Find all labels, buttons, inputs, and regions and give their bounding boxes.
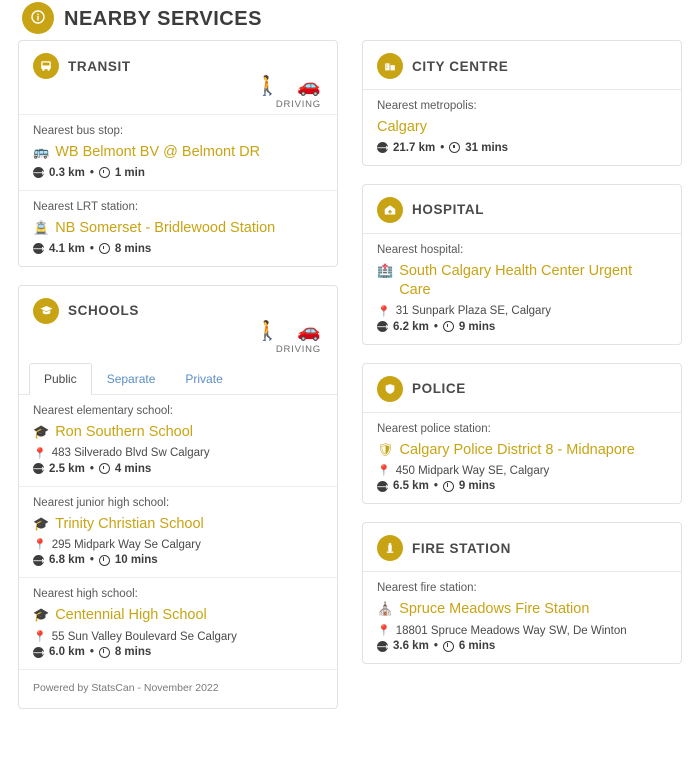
metric-separator: •: [433, 480, 438, 493]
distance-icon: ⟶: [377, 143, 389, 153]
entry-metrics: [33, 243, 323, 255]
shield-icon: [377, 376, 403, 402]
tab-private[interactable]: Private: [185, 371, 223, 386]
metric-separator: •: [440, 141, 445, 154]
entry-time: 4 mins: [114, 462, 152, 475]
entry-name-text[interactable]: Ron Southern School: [55, 423, 194, 440]
page-title: NEARBY SERVICES: [64, 7, 262, 30]
entry-time: 9 mins: [458, 320, 496, 333]
entry-metrics: [33, 167, 323, 179]
transit-mode-label: DRIVING: [275, 99, 321, 110]
metric-separator: •: [89, 646, 94, 659]
schools-entry-high-school: [19, 577, 337, 669]
entry-time: 8 mins: [114, 242, 152, 255]
entry-label: Nearest bus stop:: [33, 125, 124, 137]
entry-name-text[interactable]: NB Somerset - Bridlewood Station: [55, 219, 276, 236]
clock-icon: [449, 142, 460, 153]
entry-address: [377, 624, 667, 637]
graduation-cap-icon: 🎓: [33, 607, 50, 623]
metric-separator: •: [89, 166, 94, 179]
tab-separate[interactable]: Separate: [106, 371, 156, 386]
left-column: [18, 40, 338, 727]
transit-entry-bus-stop: [19, 114, 337, 190]
entry-label: Nearest fire station:: [377, 582, 477, 595]
entry-label: Nearest high school:: [33, 588, 138, 601]
entry-time: 6 mins: [458, 640, 496, 653]
clock-icon: [99, 647, 110, 658]
entry-time: 8 mins: [114, 646, 152, 659]
schools-mode-toggle[interactable]: [19, 322, 337, 344]
entry-address: [377, 305, 667, 318]
entry-label: Nearest LRT station:: [33, 200, 139, 213]
police-card: [362, 363, 682, 505]
clock-icon: [99, 167, 110, 178]
walking-mode-icon[interactable]: 🚶: [255, 76, 280, 97]
entry-label: Nearest elementary school:: [33, 404, 173, 417]
entry-metrics: [377, 142, 667, 154]
map-pin-icon: 📍: [377, 625, 391, 638]
schools-card: [18, 285, 338, 710]
fire-station-entry: [363, 572, 681, 663]
entry-metrics: [33, 463, 323, 475]
bus-icon: 🚌: [33, 144, 50, 159]
entry-name-text[interactable]: WB Belmont BV @ Belmont DR: [55, 144, 261, 160]
entry-distance: 6.2 km: [393, 320, 429, 333]
entry-name[interactable]: [33, 143, 323, 162]
map-pin-icon: 📍: [33, 447, 47, 460]
clock-icon: [443, 641, 454, 652]
distance-icon: ⟶: [377, 641, 389, 651]
entry-distance: 21.7 km: [393, 141, 436, 154]
content-columns: [0, 40, 696, 727]
entry-metrics: [33, 554, 323, 566]
metric-separator: •: [433, 320, 438, 333]
clock-icon: [443, 321, 454, 332]
graduation-cap-icon: 🎓: [33, 515, 50, 531]
entry-metrics: [377, 640, 667, 652]
entry-address: [33, 538, 323, 551]
entry-metrics: [377, 480, 667, 492]
entry-time: 1 min: [114, 166, 145, 179]
page-header: [0, 0, 696, 40]
entry-name[interactable]: [33, 219, 323, 238]
entry-name-text[interactable]: Calgary: [377, 119, 427, 135]
entry-metrics: [33, 646, 323, 658]
entry-address-text: 55 Sun Valley Boulevard Se Calgary: [51, 630, 237, 643]
metric-separator: •: [89, 554, 94, 567]
entry-label: Nearest junior high school:: [33, 496, 170, 509]
clock-icon: [99, 555, 110, 566]
bus-icon: [33, 53, 59, 79]
city-centre-entry: [363, 90, 681, 165]
police-card-header: [363, 364, 681, 412]
city-centre-card-header: [363, 41, 681, 89]
entry-distance: 6.0 km: [49, 646, 85, 659]
entry-distance: 6.5 km: [393, 480, 429, 493]
distance-icon: ⟶: [33, 647, 45, 657]
transit-card-title: TRANSIT: [68, 58, 131, 74]
schools-card-title: SCHOOLS: [68, 303, 139, 319]
entry-distance: 6.8 km: [49, 554, 85, 567]
entry-name[interactable]: [33, 515, 323, 534]
entry-name-text[interactable]: Calgary Police District 8 - Midnapore: [399, 441, 635, 458]
driving-mode-icon[interactable]: 🚗: [297, 76, 321, 97]
entry-name-text[interactable]: South Calgary Health Center Urgent Care: [399, 262, 633, 298]
transit-entry-lrt-station: [19, 190, 337, 266]
entry-time: 9 mins: [458, 480, 496, 493]
distance-icon: ⟶: [33, 168, 45, 178]
entry-metrics: [377, 321, 667, 333]
police-entry: [363, 413, 681, 504]
entry-distance: 3.6 km: [393, 640, 429, 653]
tab-public[interactable]: Public: [29, 363, 92, 395]
hospital-icon: 🏥: [377, 262, 394, 278]
entry-label: Nearest police station:: [377, 422, 491, 435]
fire-station-card-title: FIRE STATION: [412, 540, 511, 556]
clock-icon: [99, 243, 110, 254]
entry-address-text: 18801 Spruce Meadows Way SW, De Winton: [395, 624, 627, 637]
fire-station-card-header: [363, 523, 681, 571]
transit-card: [18, 40, 338, 267]
entry-name-text[interactable]: Trinity Christian School: [55, 515, 204, 532]
city-centre-card: [362, 40, 682, 166]
police-card-title: POLICE: [412, 381, 466, 397]
map-pin-icon: 📍: [33, 631, 47, 644]
entry-address-text: 31 Sunpark Plaza SE, Calgary: [395, 305, 552, 318]
distance-icon: ⟶: [377, 322, 389, 332]
info-pin-icon: [22, 2, 54, 34]
walking-mode-icon[interactable]: 🚶: [255, 320, 280, 342]
schools-entry-elementary: [19, 395, 337, 486]
right-column: [362, 40, 682, 682]
entry-distance: 4.1 km: [49, 242, 85, 255]
entry-distance: 0.3 km: [49, 166, 85, 179]
entry-time: 31 mins: [465, 141, 509, 154]
map-pin-icon: 📍: [33, 539, 47, 552]
clock-icon: [443, 481, 454, 492]
city-icon: [377, 53, 403, 79]
entry-name[interactable]: [33, 423, 323, 442]
hospital-card-header: [363, 185, 681, 233]
entry-name[interactable]: [377, 600, 667, 619]
entry-label: Nearest metropolis:: [377, 100, 477, 112]
fire-hydrant-icon: ⛪: [377, 601, 394, 617]
fire-hydrant-icon: [377, 535, 403, 561]
distance-icon: ⟶: [33, 244, 45, 254]
entry-name-text[interactable]: Centennial High School: [55, 607, 207, 624]
train-icon: 🚊: [33, 219, 50, 235]
hospital-card-title: HOSPITAL: [412, 202, 485, 218]
entry-name[interactable]: [377, 118, 667, 137]
entry-address-text: 450 Midpark Way SE, Calgary: [395, 464, 550, 477]
metric-separator: •: [89, 242, 94, 255]
entry-name-text[interactable]: Spruce Meadows Fire Station: [399, 601, 590, 618]
entry-name[interactable]: [377, 262, 667, 300]
map-pin-icon: 📍: [377, 305, 391, 318]
shield-icon: 🛡: [377, 441, 394, 457]
distance-icon: ⟶: [33, 464, 45, 474]
entry-time: 10 mins: [114, 554, 158, 567]
entry-address-text: 295 Midpark Way Se Calgary: [51, 538, 201, 551]
city-centre-card-title: CITY CENTRE: [412, 58, 509, 74]
entry-address: [33, 630, 323, 643]
entry-label: Nearest hospital:: [377, 243, 464, 256]
entry-name[interactable]: [33, 606, 323, 625]
driving-mode-icon[interactable]: 🚗: [297, 320, 321, 342]
map-pin-icon: 📍: [377, 465, 391, 478]
entry-name[interactable]: [377, 441, 667, 460]
distance-icon: ⟶: [377, 481, 389, 491]
schools-data-source: Powered by StatsCan - November 2022: [19, 669, 337, 708]
entry-address: [377, 464, 667, 477]
entry-address: [33, 447, 323, 460]
schools-mode-label: DRIVING: [275, 343, 321, 355]
transit-mode-toggle[interactable]: [19, 77, 337, 99]
graduation-cap-icon: [33, 298, 59, 324]
fire-station-card: [362, 522, 682, 664]
metric-separator: •: [89, 462, 94, 475]
schools-entry-junior-high: [19, 486, 337, 578]
hospital-entry: [363, 234, 681, 344]
graduation-cap-icon: 🎓: [33, 423, 50, 439]
metric-separator: •: [433, 640, 438, 653]
distance-icon: ⟶: [33, 555, 45, 565]
entry-address-text: 483 Silverado Blvd Sw Calgary: [51, 447, 210, 460]
schools-tabs: [19, 359, 337, 395]
hospital-icon: [377, 197, 403, 223]
entry-distance: 2.5 km: [49, 462, 85, 475]
clock-icon: [99, 463, 110, 474]
hospital-card: [362, 184, 682, 345]
